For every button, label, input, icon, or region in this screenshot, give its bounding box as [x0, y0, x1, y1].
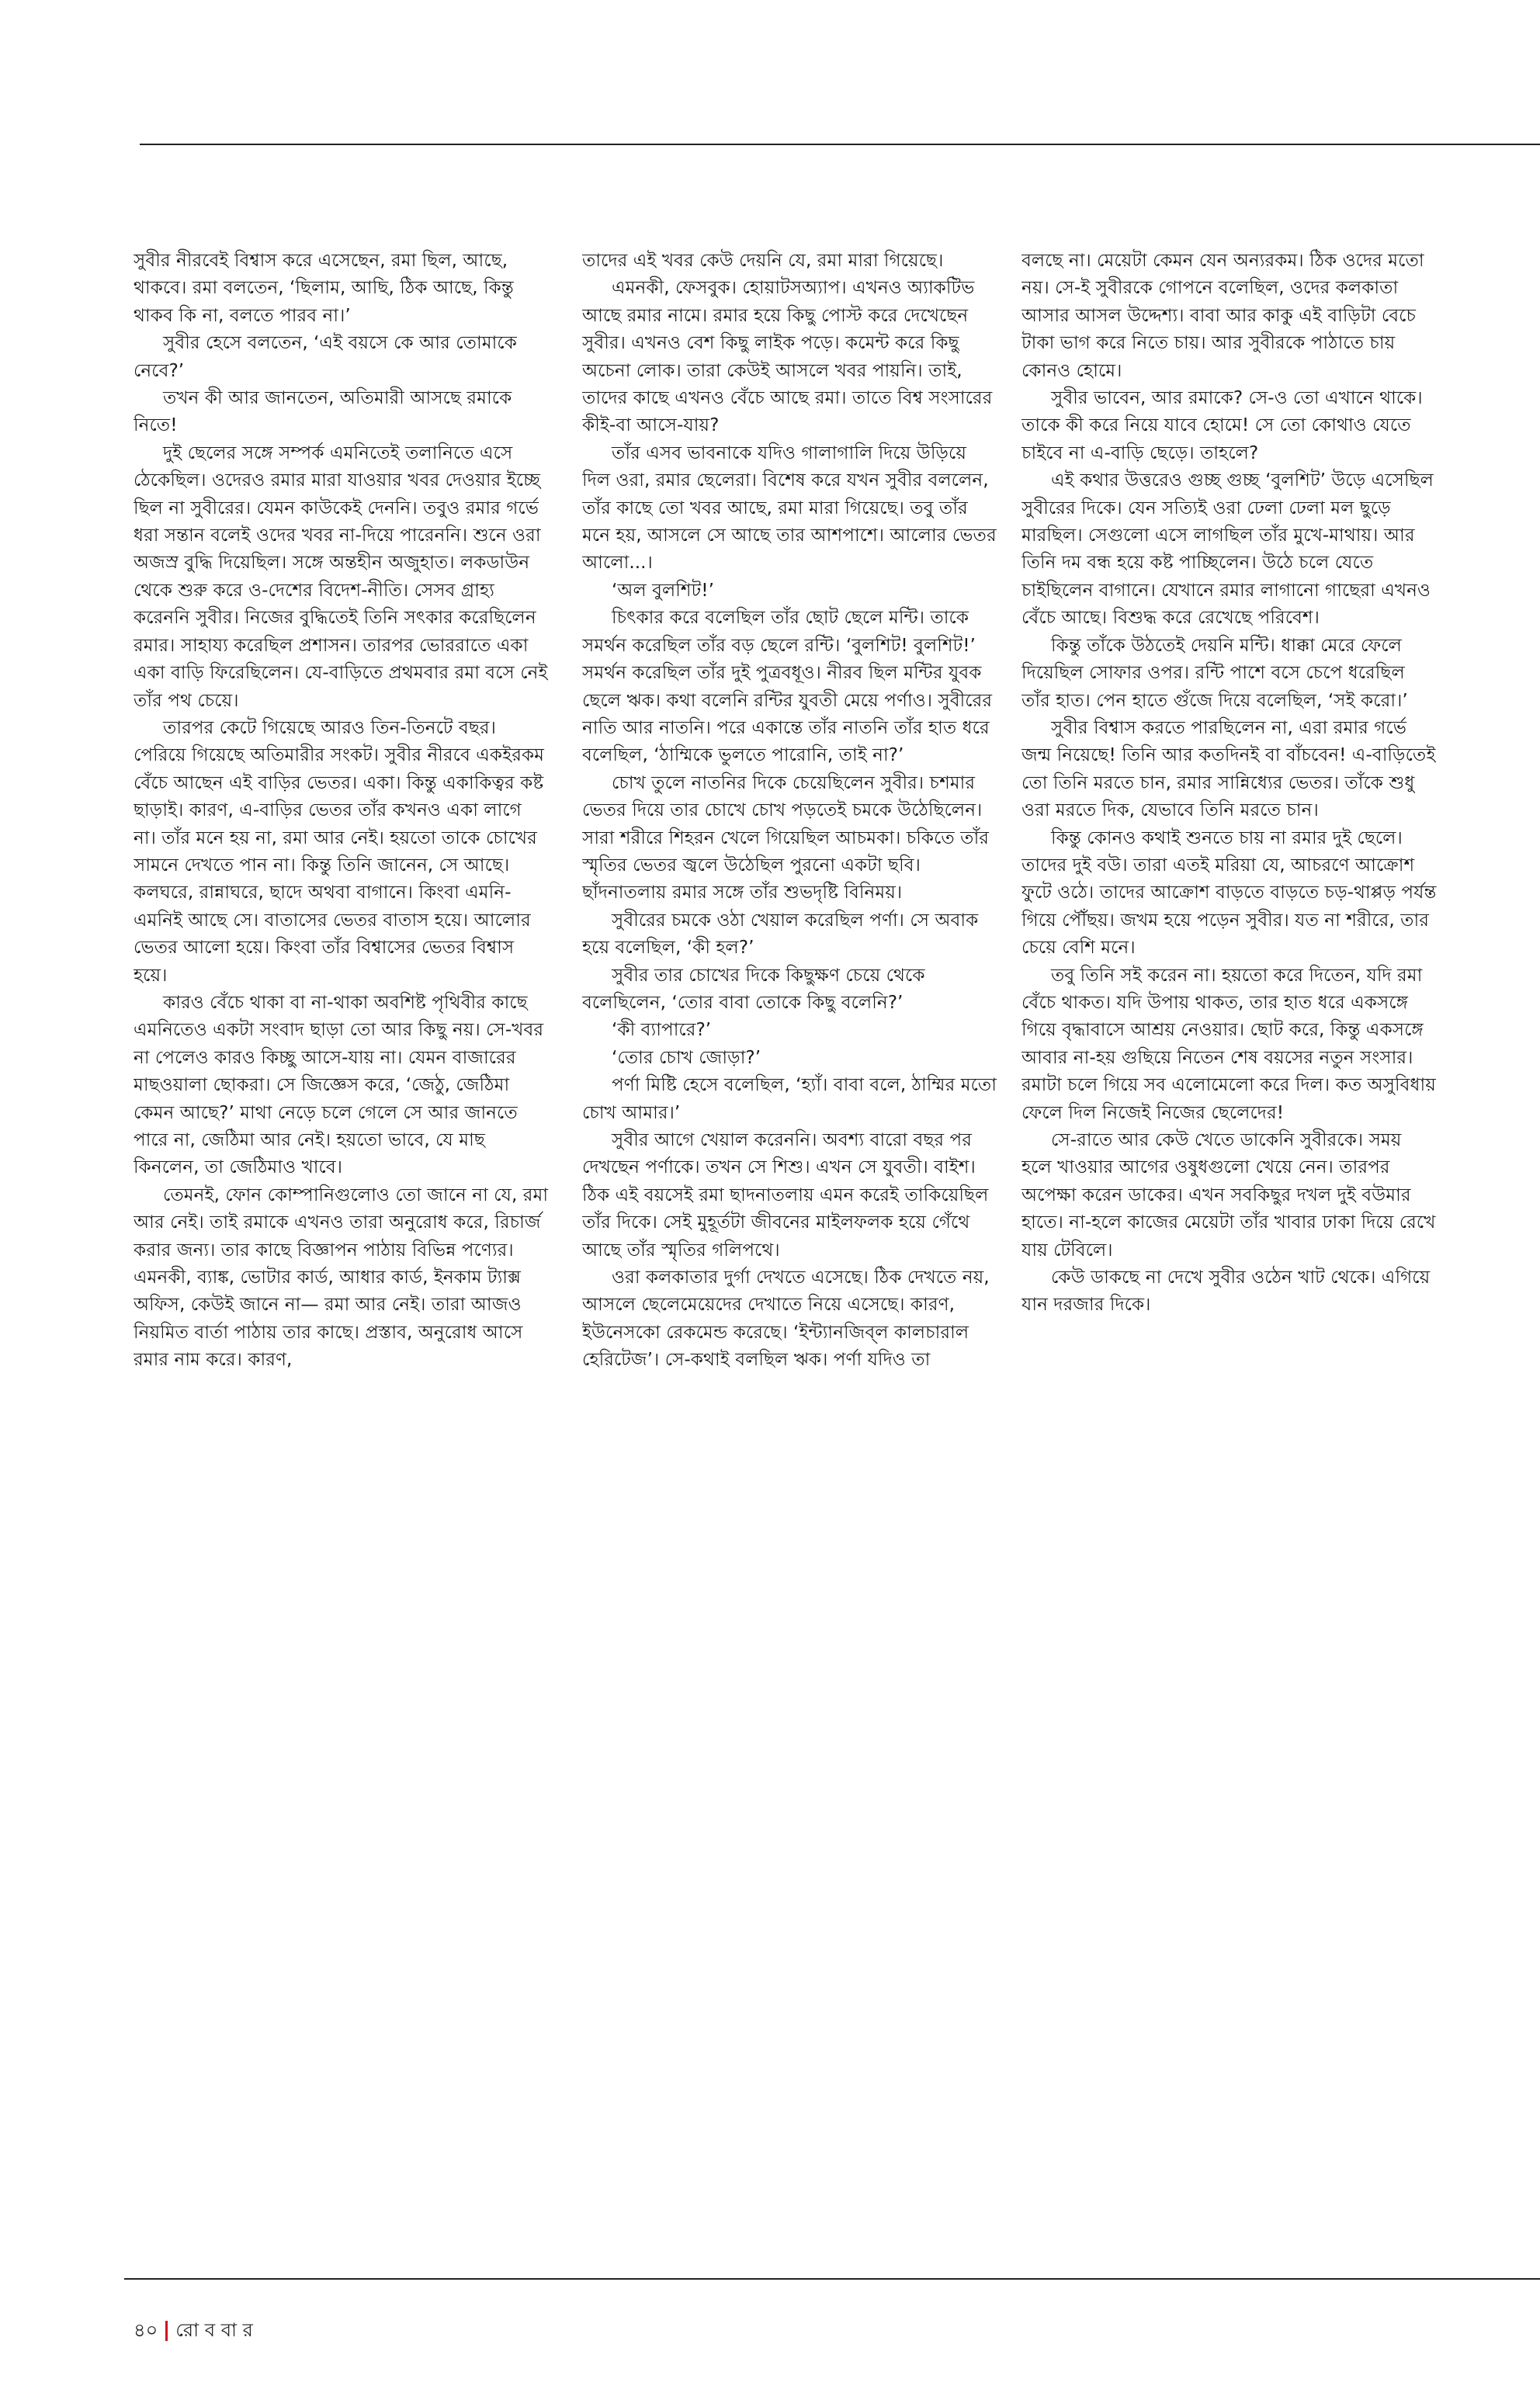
paragraph: ‘অল বুলশিট!’: [612, 579, 714, 601]
magazine-name: রো ব বা র: [175, 2319, 253, 2341]
paragraph: চিৎকার করে বলেছিল তাঁর ছোট ছেলে মন্টি। তাকে সমর্থন করেছিল তাঁর বড় ছেলে রন্টি। ‘বুলশিট! বুলশিট!’ সমর্থন করেছিল তাঁর দুই পুত্রবধূও। নীরব ছিল মন্টির যুবক ছেলে ঋক। কথা বলেনি রন্টির যুবতী মেয়ে পর্ণাও। সুবীরের নাতি আর নাতনি। পরে একান্তে তাঁর নাতনি তাঁর হাত ধরে বলেছিল, ‘ঠাম্মিকে ভুলতে পারোনি, তাই না?’: [582, 607, 993, 766]
paragraph: তাদের এই খবর কেউ দেয়নি যে, রমা মারা গিয়েছে।: [582, 250, 944, 271]
paragraph: এমনকী, ফেসবুক। হোয়াটসঅ্যাপ। এখনও অ্যাকটিভ আছে রমার নামে। রমার হয়ে কিছু পোস্ট করে দেখেছেন সুবীর। এখনও বেশ কিছু লাইক পড়ে। কমেন্ট করে কিছু অচেনা লোক। তারা কেউই আসলে খবর পায়নি। তাই, তাদের কাছে এখনও বেঁচে আছে রমা। তাতে বিশ্ব সংসারের কীই-বা আসে-যায়?: [582, 277, 993, 436]
text-column-1: [134, 247, 549, 2257]
paragraph: চোখ তুলে নাতনির দিকে চেয়েছিলেন সুবীর। চশমার ভেতর দিয়ে তার চোখে চোখ পড়তেই চমকে উঠেছিলেন। সারা শরীরে শিহরন খেলে গিয়েছিল আচমকা। চকিতে তাঁর স্মৃতির ভেতর জ্বলে উঠেছিল পুরনো একটা ছবি। ছাঁদনাতলায় রমার সঙ্গে তাঁর শুভদৃষ্টি বিনিময়।: [582, 772, 990, 903]
paragraph: সুবীরের চমকে ওঠা খেয়াল করেছিল পর্ণা। সে অবাক হয়ে বলেছিল, ‘কী হল?’: [582, 909, 979, 959]
paragraph: সুবীর বিশ্বাস করতে পারছিলেন না, এরা রমার গর্ভে জন্ম নিয়েছে! তিনি আর কতদিনই বা বাঁচবেন! এ-বাড়িতেই তো তিনি মরতে চান, রমার সান্নিধ্যের ভেতর। তাঁকে শুধু ওরা মরতে দিক, যেভাবে তিনি মরতে চান।: [1021, 716, 1436, 821]
paragraph: এই কথার উত্তরেও গুচ্ছ গুচ্ছ ‘বুলশিট’ উড়ে এসেছিল সুবীরের দিকে। যেন সত্যিই ওরা ঢেলা ঢেলা মল ছুড়ে মারছিল। সেগুলো এসে লাগছিল তাঁর মুখে-মাথায়। আর তিনি দম বন্ধ হয়ে কষ্ট পাচ্ছিলেন। উঠে চলে যেতে চাইছিলেন বাগানে। যেখানে রমার লাগানো গাছেরা এখনও বেঁচে আছে। বিশুদ্ধ করে রেখেছে পরিবেশ।: [1021, 470, 1434, 629]
page-number: ৪০: [134, 2319, 158, 2341]
text-column-2: [582, 247, 997, 2257]
paragraph: তেমনই, ফোন কোম্পানিগুলোও তো জানে না যে, রমা আর নেই। তাই রমাকে এখনও তারা অনুরোধ করে, রিচার্জ করার জন্য। তার কাছে বিজ্ঞাপন পাঠায় বিভিন্ন পণ্যের। এমনকী, ব্যাঙ্ক, ভোটার কার্ড, আধার কার্ড, ইনকাম ট্যাক্স অফিস, কেউই জানে না— রমা আর নেই। তারা আজও নিয়মিত বার্তা পাঠায় তার কাছে। প্রস্তাব, অনুরোধ আসে রমার নাম করে। কারণ,: [134, 1184, 549, 1371]
paragraph: ‘কী ব্যাপারে?’: [612, 1019, 712, 1041]
paragraph: সে-রাতে আর কেউ খেতে ডাকেনি সুবীরকে। সময় হলে খাওয়ার আগের ওষুধগুলো খেয়ে নেন। তারপর অপেক্ষা করেন ডাকের। এখন সবকিছুর দখল দুই বউমার হাতে। না-হলে কাজের মেয়েটা তাঁর খাবার ঢাকা দিয়ে রেখে যায় টেবিলে।: [1021, 1129, 1436, 1261]
paragraph: তখন কী আর জানতেন, অতিমারী আসছে রমাকে নিতে!: [134, 387, 512, 436]
paragraph: সুবীর নীরবেই বিশ্বাস করে এসেছেন, রমা ছিল, আছে, থাকবে। রমা বলতেন, ‘ছিলাম, আছি, ঠিক আছে, কিন্তু থাকব কি না, বলতে পারব না।’: [134, 250, 514, 326]
paragraph: তাঁর এসব ভাবনাকে যদিও গালাগালি দিয়ে উড়িয়ে দিল ওরা, রমার ছেলেরা। বিশেষ করে যখন সুবীর বললেন, তাঁর কাছে তো খবর আছে, রমা মারা গিয়েছে। তবু তাঁর মনে হয়, আসলে সে আছে তার আশপাশে। আলোর ভেতর আলো...।: [582, 442, 997, 574]
paragraph: ‘তোর চোখ জোড়া?’: [612, 1046, 761, 1068]
paragraph: কারও বেঁচে থাকা বা না-থাকা অবশিষ্ট পৃথিবীর কাছে এমনিতেও একটা সংবাদ ছাড়া তো আর কিছু নয়। সে-খবর না পেলেও কারও কিচ্ছু আসে-যায় না। যেমন বাজারের মাছওয়ালা ছোকরা। সে জিজ্ঞেস করে, ‘জেঠু, জেঠিমা কেমন আছে?’ মাথা নেড়ে চলে গেলে সে আর জানতে পারে না, জেঠিমা আর নেই। হয়তো ভাবে, যে মাছ কিনলেন, তা জেঠিমাও খাবে।: [134, 991, 544, 1178]
paragraph: দুই ছেলের সঙ্গে সম্পর্ক এমনিতেই তলানিতে এসে ঠেকেছিল। ওদেরও রমার মারা যাওয়ার খবর দেওয়ার ইচ্ছে ছিল না সুবীরের। যেমন কাউকেই দেননি। তবুও রমার গর্ভে ধরা সন্তান বলেই ওদের খবর না-দিয়ে পারেননি। শুনে ওরা অজস্র বুদ্ধি দিয়েছিল। সঙ্গে অন্তহীন অজুহাত। লকডাউন থেকে শুরু করে ও-দেশের বিদেশ-নীতি। সেসব গ্রাহ্য করেননি সুবীর। নিজের বুদ্ধিতেই তিনি সৎকার করেছিলেন রমার। সাহায্য করেছিল প্রশাসন। তারপর ভোররাতে একা একা বাড়ি ফিরেছিলেন। যে-বাড়িতে প্রথমবার রমা বসে নেই তাঁর পথ চেয়ে।: [134, 442, 548, 711]
paragraph: কিন্তু কোনও কথাই শুনতে চায় না রমার দুই ছেলে। তাদের দুই বউ। তারা এতই মরিয়া যে, আচরণে আক্রোশ ফুটে ওঠে। তাদের আক্রোশ বাড়তে বাড়তে চড়-থাপ্পড় পর্যন্ত গিয়ে পৌঁছয়। জখম হয়ে পড়েন সুবীর। যত না শরীরে, তার চেয়ে বেশি মনে।: [1021, 827, 1437, 959]
article-body: [0, 247, 1540, 2257]
paragraph: সুবীর আগে খেয়াল করেননি। অবশ্য বারো বছর পর দেখছেন পর্ণাকে। তখন সে শিশু। এখন সে যুবতী। বাইশ। ঠিক এই বয়সেই রমা ছাদনাতলায় এমন করেই তাকিয়েছিল তাঁর দিকে। সেই মুহূর্তটা জীবনের মাইলফলক হয়ে গেঁথে আছে তাঁর স্মৃতির গলিপথে।: [582, 1129, 989, 1261]
footer-separator: [165, 2321, 168, 2341]
paragraph: তারপর কেটে গিয়েছে আরও তিন-তিনটে বছর। পেরিয়ে গিয়েছে অতিমারীর সংকট। সুবীর নীরবে একইরকম বেঁচে আছেন এই বাড়ির ভেতর। একা। কিন্তু একাকিত্বর কষ্ট ছাড়াই। কারণ, এ-বাড়ির ভেতর তাঁর কখনও একা লাগে না। তাঁর মনে হয় না, রমা আর নেই। হয়তো তাকে চোখের সামনে দেখতে পান না। কিন্তু তিনি জানেন, সে আছে। কলঘরে, রান্নাঘরে, ছাদে অথবা বাগানে। কিংবা এমনি-এমনিই আছে সে। বাতাসের ভেতর বাতাস হয়ে। আলোর ভেতর আলো হয়ে। কিংবা তাঁর বিশ্বাসের ভেতর বিশ্বাস হয়ে।: [134, 716, 545, 986]
paragraph: তবু তিনি সই করেন না। হয়তো করে দিতেন, যদি রমা বেঁচে থাকত। যদি উপায় থাকত, তার হাত ধরে একসঙ্গে গিয়ে বৃদ্ধাবাসে আশ্রয় নেওয়ার। ছোট করে, কিন্তু একসঙ্গে আবার না-হয় গুছিয়ে নিতেন শেষ বয়সের নতুন সংসার। রমাটা চলে গিয়ে সব এলোমেলো করে দিল। কত অসুবিধায় ফেলে দিল নিজেই নিজের ছেলেদের!: [1021, 964, 1436, 1123]
paragraph: বলছে না। মেয়েটা কেমন যেন অন্যরকম। ঠিক ওদের মতো নয়। সে-ই সুবীরকে গোপনে বলেছিল, ওদের কলকাতা আসার আসল উদ্দেশ্য। বাবা আর কাকু এই বাড়িটা বেচে টাকা ভাগ করে নিতে চায়। আর সুবীরকে পাঠাতে চায় কোনও হোমে।: [1021, 250, 1424, 381]
paragraph: সুবীর ভাবেন, আর রমাকে? সে-ও তো এখানে থাকে। তাকে কী করে নিয়ে যাবে হোমে! সে তো কোথাও যেতে চাইবে না এ-বাড়ি ছেড়ে। তাহলে?: [1021, 387, 1423, 463]
top-rule: [140, 144, 1540, 145]
page-footer: [134, 2316, 253, 2347]
paragraph: সুবীর তার চোখের দিকে কিছুক্ষণ চেয়ে থেকে বলেছিলেন, ‘তোর বাবা তোকে কিছু বলেনি?’: [582, 964, 925, 1013]
paragraph: সুবীর হেসে বলতেন, ‘এই বয়সে কে আর তোমাকে নেবে?’: [134, 332, 517, 381]
paragraph: ওরা কলকাতার দুর্গা দেখতে এসেছে। ঠিক দেখতে নয়, আসলে ছেলেমেয়েদের দেখাতে নিয়ে এসেছে। কারণ, ইউনেসকো রেকমেন্ড করেছে। ‘ইন্ট্যানজিব্‌ল কালচারাল হেরিটেজ’। সে-কথাই বলছিল ঋক। পর্ণা যদিও তা: [582, 1267, 990, 1371]
paragraph: কিন্তু তাঁকে উঠতেই দেয়নি মন্টি। ধাক্কা মেরে ফেলে দিয়েছিল সোফার ওপর। রন্টি পাশে বসে চেপে ধরেছিল তাঁর হাত। পেন হাতে গুঁজে দিয়ে বলেছিল, ‘সই করো।’: [1021, 634, 1408, 711]
paragraph: পর্ণা মিষ্টি হেসে বলেছিল, ‘হ্যাঁ। বাবা বলে, ঠাম্মির মতো চোখ আমার।’: [582, 1074, 997, 1123]
paragraph: কেউ ডাকছে না দেখে সুবীর ওঠেন খাট থেকে। এগিয়ে যান দরজার দিকে।: [1021, 1267, 1431, 1316]
text-column-3: [1021, 247, 1437, 2257]
bottom-rule: [124, 2278, 1540, 2280]
